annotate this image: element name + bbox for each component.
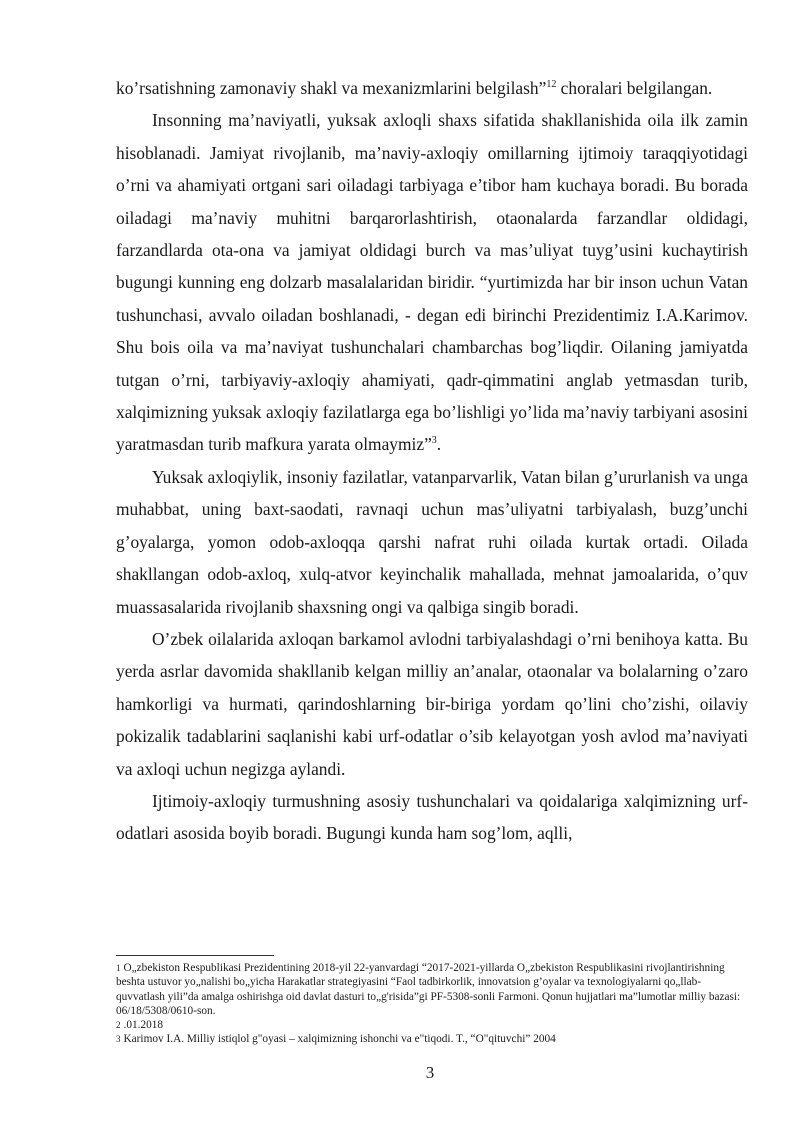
footnote-2-number: 2 — [116, 1020, 121, 1031]
footnote-2 — [116, 1018, 748, 1032]
footnote-3-number: 3 — [116, 1034, 121, 1045]
footnote-1-number: 1 — [116, 963, 121, 973]
footnote-1 — [116, 961, 748, 1018]
footnotes — [116, 961, 748, 1047]
page-number: 3 — [425, 1063, 435, 1082]
footnote-2-text: .01.2018 — [123, 1019, 164, 1032]
paragraph-1-text-a: ko’rsatishning zamonaviy shakl va mexanizmlarini belgilash” — [116, 78, 547, 98]
footnote-3-text: Karimov I.A. Milliy istiqlol g"oyasi – xalqimizning ishonchi va e"tiqodi. T., “O"qituvchi” 2004 — [123, 1033, 556, 1046]
footnote-ref-12: 12 — [546, 79, 557, 91]
paragraph-1-text-b: choralari belgilangan. — [556, 78, 713, 98]
paragraph-2-text-a: Insonning ma’naviyatli, yuksak axloqli shaxs sifatida shakllanishida oila ilk zamin hisoblanadi. Jamiyat rivojlanib, ma’naviy-axloqiy omillarning ijtimoiy taraqqiyotidagi o’rni va ahamiyati ortgani sari oiladagi tarbiyaga e’tibor ham kuchaya boradi. Bu borada oiladagi ma’naviy muhitni barqarorlashtirish, otaonalarda farzandlar oldidagi, farzandlarda ota-ona va jamiyat oldidagi burch va mas’uliyat tuyg’usini kuchaytirish bugungi kunning eng dolzarb masalalaridan biridir. “yurtimizda har bir inson uchun Vatan tushunchasi, avvalo oiladan boshlanadi, - degan edi birinchi Prezidentimiz I.A.Karimov. Shu bois oila va ma’naviyat tushunchalari chambarchas bog’liqdir. Oilaning jamiyatda tutgan o’rni, tarbiyaviy-axloqiy ahamiyati, qadr-qimmatini anglab yetmasdan turib, xalqimizning yuksak axloqiy fazilatlarga ega bo’lishligi yo’lida ma’naviy tarbiyani asosini yaratmasdan turib mafkura yarata olmaymiz” — [116, 110, 748, 455]
paragraph-5: Ijtimoiy-axloqiy turmushning asosiy tushunchalari va qoidalariga xalqimizning urf-odatlari asosida boyib boradi. Bugungi kunda ham sog’lom, aqlli, — [116, 790, 748, 844]
footnote-separator — [116, 955, 274, 956]
paragraph-4: O’zbek oilalarida axloqan barkamol avlodni tarbiyalashdagi o’rni benihoya katta. Bu yerda asrlar davomida shakllanib kelgan milliy an’analar, otaonalar va bolalarning o’zaro hamkorligi va hurmati, qarindoshlarning bir-biriga yordam qo’lini cho’zishi, oilaviy pokizalik tadablarini saqlanishi kabi urf-odatlar o’sib kelayotgan yosh avlod ma’naviyati va axloqi uchun negizga aylandi. — [116, 628, 748, 779]
footnote-3 — [116, 1032, 748, 1046]
paragraph-3: Yuksak axloqiylik, insoniy fazilatlar, vatanparvarlik, Vatan bilan g’ururlanish va unga muhabbat, uning baxt-saodati, ravnaqi uchun mas’uliyatni tarbiyalash, buzg’unchi g’oyalarga, yomon odob-axloqqa qarshi nafrat ruhi oilada kurtak ortadi. Oilada shakllangan odob-axloq, xulq-atvor keyinchalik mahallada, mehnat jamoalarida, o’quv muassasalarida rivojlanib shaxsning ongi va qalbiga singib boradi. — [116, 466, 748, 617]
document-body — [116, 72, 748, 850]
paragraph-1 — [116, 72, 748, 104]
paragraph-2-text-b: . — [436, 434, 442, 455]
paragraph-2 — [116, 104, 748, 460]
footnote-ref-3: 3 — [431, 435, 437, 447]
footnote-1-text: O„zbekiston Respublikasi Prezidentining 2018-yil 22-yanvardagi “2017-2021-yillarda O„zbekiston Respublikasini rivojlantirishning beshta ustuvor yo„nalishi bo„yicha Harakatlar strategiyasini “Faol tadbirkorlik, innovatsion g’oyalar va texnologiyalarni qo„llab-quvvatlash yili”da amalga oshirishga oid davlat dasturi to„g'risida”gi PF-5308-sonli Farmoni. Qonun hujjatlari ma”lumotlar milliy bazasi: 06/18/5308/0610-son. — [116, 962, 741, 1017]
